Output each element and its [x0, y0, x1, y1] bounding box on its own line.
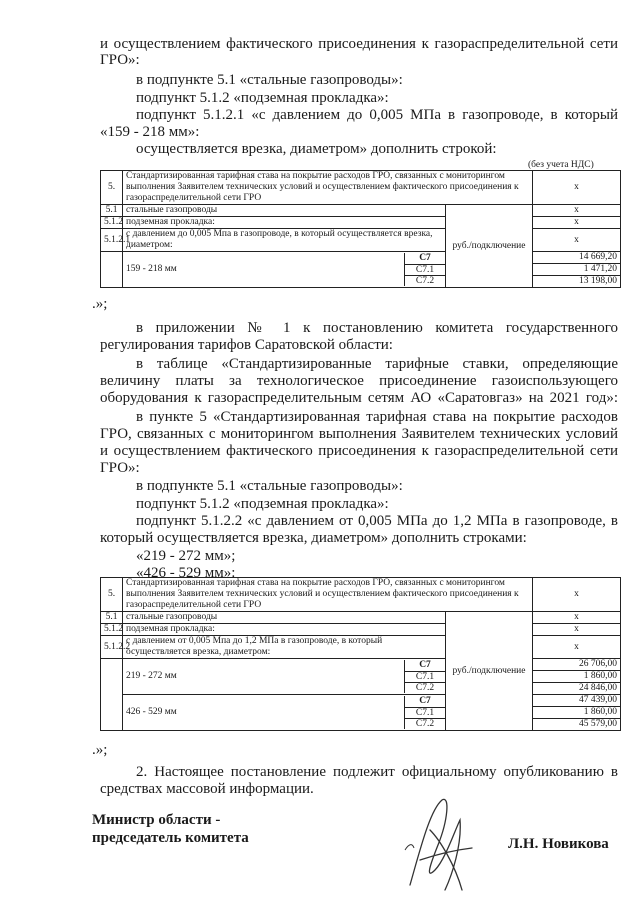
- code-cell: С7: [405, 660, 445, 672]
- paragraph-line: осуществляется врезка, диаметром» дополнить строкой:: [136, 141, 497, 157]
- paragraph-line: подпункт 5.1.2 «подземная прокладка»:: [136, 90, 389, 106]
- paragraph-line: величину платы за технологическое присоединение газоиспользующего: [100, 373, 618, 389]
- paragraph-line: в подпункте 5.1 «стальные газопроводы»:: [136, 72, 403, 88]
- paragraph-line: ГРО, связанных с мониторингом выполнения Заявителем технических условий: [100, 426, 618, 442]
- unit-cell: руб./подключение: [446, 205, 533, 288]
- paragraph-line: в приложении № 1 к постановлению комитета государственного: [136, 320, 618, 336]
- paragraph-line: «426 - 529 мм»:: [136, 565, 236, 581]
- paragraph-line: «219 - 272 мм»;: [136, 548, 236, 564]
- row-number: 5.1: [101, 205, 123, 217]
- row-number: 5.1.2: [101, 217, 123, 229]
- paragraph-line: оборудования к газораспределительным сетям АО «Саратовгаз» на 2021 год»:: [100, 390, 618, 406]
- vat-note: (без учета НДС): [528, 160, 594, 170]
- value-cell: 13 198,00: [533, 276, 621, 288]
- paragraph-line: регулирования тарифов Саратовской области:: [100, 337, 393, 353]
- row-value: х: [533, 229, 621, 252]
- row-value: х: [533, 578, 621, 612]
- row-number: 5.1.2.1: [101, 229, 123, 252]
- diameter-label: 219 - 272 мм: [126, 671, 177, 681]
- paragraph-line: и осуществлением фактического присоединения к газораспределительной сети: [100, 443, 618, 459]
- row-value: х: [533, 612, 621, 624]
- value-cell: 24 846,00: [533, 683, 621, 695]
- row-number: 5.1: [101, 612, 123, 624]
- value-cell: 14 669,20: [533, 252, 621, 264]
- code-cell: С7.2: [415, 719, 435, 729]
- row-description: с давлением до 0,005 Мпа в газопроводе, в который осуществляется врезка, диаметром:: [123, 229, 446, 252]
- code-cell: С7.2: [415, 683, 435, 693]
- row-number: 5.: [101, 171, 123, 205]
- row-number: 5.1.2: [101, 624, 123, 636]
- row-description: подземная прокладка:: [123, 624, 446, 636]
- signatory-name: Л.Н. Новикова: [508, 836, 609, 852]
- paragraph-line: подпункт 5.1.2.2 «с давлением от 0,005 МПа до 1,2 МПа в газопроводе, в: [136, 513, 618, 529]
- row-number: 5.: [101, 578, 123, 612]
- handwritten-signature: [400, 790, 480, 905]
- closing-mark: .»;: [92, 296, 108, 312]
- row-value: х: [533, 171, 621, 205]
- paragraph-line: в подпункте 5.1 «стальные газопроводы»:: [136, 478, 403, 494]
- paragraph-line: в таблице «Стандартизированные тарифные ставки, определяющие: [136, 356, 618, 372]
- code-cell: С7: [405, 253, 445, 265]
- value-cell: 45 579,00: [533, 719, 621, 731]
- diameter-label: 426 - 529 мм: [126, 707, 177, 717]
- diameter-label: 159 - 218 мм: [126, 264, 177, 274]
- paragraph-line: подпункт 5.1.2.1 «с давлением до 0,005 МПа в газопроводе, в который: [136, 107, 618, 123]
- code-cell: С7.1: [405, 708, 445, 719]
- value-cell: 1 860,00: [533, 671, 621, 683]
- signatory-title: Министр области -: [92, 812, 221, 828]
- row-description: Стандартизированная тарифная става на покрытие расходов ГРО, связанных с мониторингом выполнения Заявителем технических условий и осуществлением фактического присоединения к газораспределительной сети ГРО: [123, 171, 533, 205]
- closing-mark: .»;: [92, 742, 108, 758]
- signatory-title: председатель комитета: [92, 830, 249, 846]
- tariff-table-2: [100, 577, 621, 731]
- paragraph-line: средствах массовой информации.: [100, 781, 314, 797]
- row-description: с давлением от 0,005 Мпа до 1,2 МПа в газопроводе, в который осуществляется врезка, диаметром:: [123, 636, 446, 659]
- unit-cell: руб./подключение: [446, 612, 533, 731]
- paragraph-line: и осуществлением фактического присоединения к газораспределительной сети: [100, 36, 618, 52]
- row-value: х: [533, 217, 621, 229]
- value-cell: 47 439,00: [533, 695, 621, 707]
- paragraph-line: ГРО»:: [100, 460, 140, 476]
- paragraph-line: «159 - 218 мм»:: [100, 124, 200, 140]
- paragraph-line: который осуществляется врезка, диаметром» дополнить строками:: [100, 530, 527, 546]
- row-description: стальные газопроводы: [123, 612, 446, 624]
- row-value: х: [533, 205, 621, 217]
- value-cell: 1 471,20: [533, 264, 621, 276]
- paragraph-line: в пункте 5 «Стандартизированная тарифная става на покрытие расходов: [136, 409, 618, 425]
- code-cell: С7.1: [405, 672, 445, 683]
- code-cell: С7: [405, 696, 445, 708]
- paragraph-line: подпункт 5.1.2 «подземная прокладка»:: [136, 496, 389, 512]
- paragraph-line: 2. Настоящее постановление подлежит официальному опубликованию в: [136, 764, 618, 780]
- tariff-table-1: [100, 170, 621, 288]
- row-description: Стандартизированная тарифная става на покрытие расходов ГРО, связанных с мониторингом выполнения Заявителем технических условий и осуществлением фактического присоединения к газораспределительной сети ГРО: [123, 578, 533, 612]
- value-cell: 26 706,00: [533, 659, 621, 671]
- code-cell: С7.1: [405, 265, 445, 276]
- row-number: 5.1.2.2: [101, 636, 123, 659]
- code-cell: С7.2: [415, 276, 435, 286]
- row-description: подземная прокладка:: [123, 217, 446, 229]
- paragraph-line: ГРО»:: [100, 52, 140, 68]
- row-value: х: [533, 624, 621, 636]
- row-value: х: [533, 636, 621, 659]
- row-description: стальные газопроводы: [123, 205, 446, 217]
- value-cell: 1 860,00: [533, 707, 621, 719]
